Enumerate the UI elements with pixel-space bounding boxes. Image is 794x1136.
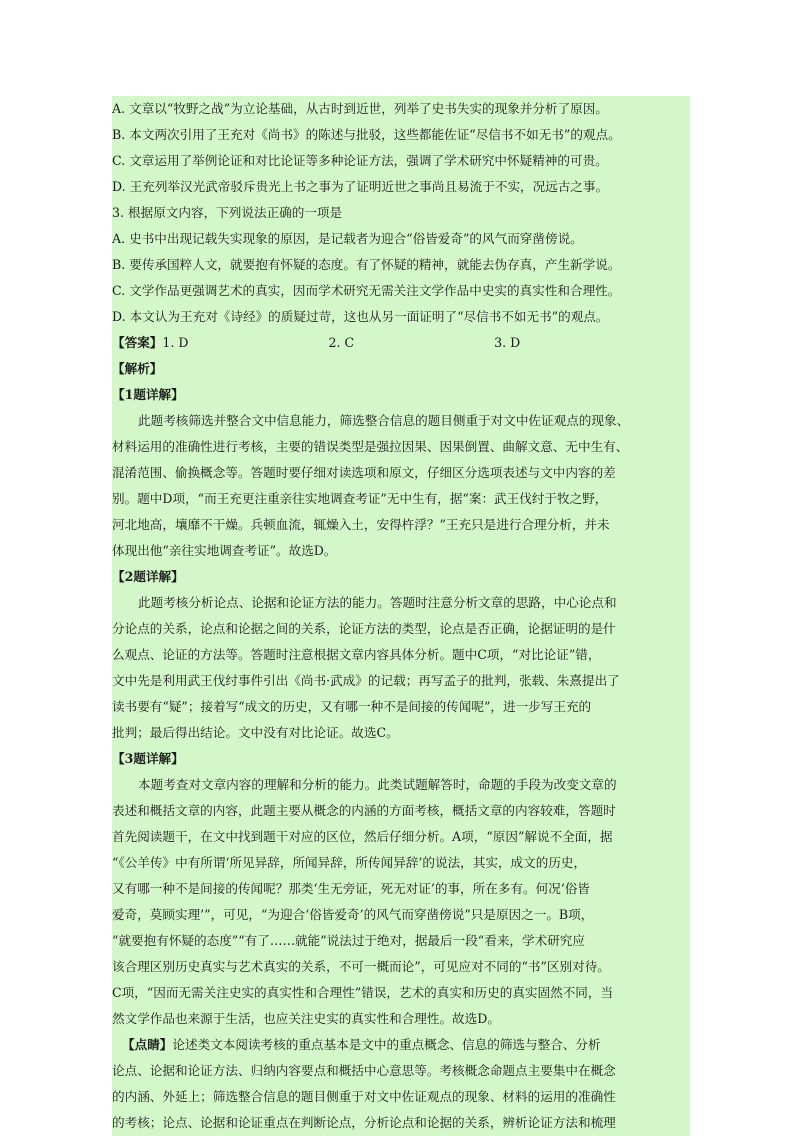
q1-heading: 【1题详解】 — [112, 387, 184, 402]
q1-line: 河北地高，壤靡不干燥。兵顿血流，辄燥入土，安得杵浮？”王充只是进行合理分析，并未 — [112, 517, 610, 532]
q1-explanation — [112, 408, 690, 564]
tip-line: 的内涵、外延上；筛选整合信息的题目侧重于对文中佐证观点的现象、材料的运用的准确性 — [112, 1089, 616, 1104]
tip-line: 的考核；论点、论据和论证重点在判断论点，分析论点和论据的关系，辨析论证方法和梳理 — [112, 1115, 616, 1130]
q3-line: 然文学作品也来源于生活，也应关注史实的真实性和合理性。故选D。 — [112, 1011, 500, 1026]
analysis-heading: 【解析】 — [112, 361, 163, 376]
document-body — [112, 96, 690, 1136]
q3-line: “《公羊传》中有所谓‘所见异辞，所闻异辞，所传闻异辞’的说法，其实，成文的历史， — [112, 855, 587, 870]
q1-line: 材料运用的准确性进行考核，主要的错误类型是强拉因果、因果倒置、曲解文意、无中生有、 — [112, 439, 629, 454]
option-q2-b: B. 本文两次引用了王充对《尚书》的陈述与批驳，这些都能佐证“尽信书不如无书”的观点。 — [112, 127, 621, 142]
q2-line: 读书要有“疑”；接着写“成文的历史，又有哪一种不是间接的传闻呢”，进一步写王充的 — [112, 699, 592, 714]
option-q3-c: C. 文学作品更强调艺术的真实，因而学术研究无需关注文学作品中史实的真实性和合理性。 — [112, 283, 621, 298]
option-q3-d: D. 本文认为王充对《诗经》的质疑过苛，这也从另一面证明了“尽信书不如无书”的观点。 — [112, 309, 609, 324]
question-3-stem: 3. 根据原文内容，下列说法正确的一项是 — [112, 205, 343, 220]
q1-line: 此题考核筛选并整合文中信息能力，筛选整合信息的题目侧重于对文中佐证观点的现象、 — [138, 413, 630, 428]
option-q2-c: C. 文章运用了举例论证和对比论证等多种论证方法，强调了学术研究中怀疑精神的可贵。 — [112, 153, 608, 168]
q3-line: 爱奇，莫顾实理’”，可见，“为迎合‘俗皆爱奇’的风气而穿凿傍说”只是原因之一。B项， — [112, 907, 594, 922]
tip-first-line — [112, 1032, 690, 1058]
q2-line: 么观点、论证的方法等。答题时注意根据文章内容具体分析。题中C项，“对比论证”错， — [112, 647, 601, 662]
q2-line: 文中先是利用武王伐纣事件引出《尚书·武成》的记载；再写孟子的批判，张载、朱熹提出了 — [112, 673, 620, 688]
option-q2-d: D. 王充列举汉光武帝驳斥贵光上书之事为了证明近世之事尚且易流于不实，况远古之事。 — [112, 179, 609, 194]
tip-text: 论述类文本阅读考核的重点基本是文中的重点概念、信息的筛选与整合、分析 — [172, 1037, 601, 1052]
q2-line: 此题考核分析论点、论据和论证方法的能力。答题时注意分析文章的思路，中心论点和 — [138, 595, 617, 610]
option-q3-b: B. 要传承国粹人文，就要抱有怀疑的态度。有了怀疑的精神，就能去伪存真，产生新学说。 — [112, 257, 621, 272]
tip-paragraph — [112, 1032, 690, 1136]
q2-line: 批判；最后得出结论。文中没有对比论证。故选C。 — [112, 725, 399, 740]
q3-line: 又有哪一种不是间接的传闻呢？那类‘生无旁证，死无对证’的事，所在多有。何况‘俗皆 — [112, 881, 590, 896]
q3-line: 首先阅读题干，在文中找到题干对应的区位，然后仔细分析。A项，“原因”解说不全面，据 — [112, 829, 613, 844]
q3-line: 该合理区别历史真实与艺术真实的关系，不可一概而论”，可见应对不同的“书”区别对待。 — [112, 959, 610, 974]
q2-heading: 【2题详解】 — [112, 569, 184, 584]
answer-1: 1. D — [162, 335, 189, 350]
answer-label: 【答案】 — [112, 335, 163, 350]
answer-2: 2. C — [328, 335, 355, 350]
q3-line: 表述和概括文章的内容，此题主要从概念的内涵的方面考核，概括文章的内容较难，答题时 — [112, 803, 616, 818]
q3-line: C项，“因而无需关注史实的真实性和合理性”错误，艺术的真实和历史的真实固然不同，当 — [112, 985, 614, 1000]
answer-3: 3. D — [494, 335, 521, 350]
answer-line — [112, 330, 690, 356]
q2-line: 分论点的关系，论点和论据之间的关系，论证方法的类型，论点是否正确，论据证明的是什 — [112, 621, 616, 636]
q2-explanation — [112, 590, 690, 746]
tip-line: 论点、论据和论证方法、归纳内容要点和概括中心意思等。考核概念命题点主要集中在概念 — [112, 1063, 616, 1078]
q3-explanation — [112, 772, 690, 1032]
q1-line: 别。题中D项，“而王充更注重亲往实地调查考证”无中生有，据“案：武王伐纣于牧之野， — [112, 491, 608, 506]
tip-label: 【点睛】 — [122, 1037, 173, 1052]
q1-line: 混淆范围、偷换概念等。答题时要仔细对读选项和原文，仔细区分选项表述与文中内容的差 — [112, 465, 616, 480]
q3-heading: 【3题详解】 — [112, 751, 184, 766]
q3-line: 本题考查对文章内容的理解和分析的能力。此类试题解答时，命题的手段为改变文章的 — [138, 777, 617, 792]
option-q2-a: A. 文章以“牧野之战”为立论基础，从古时到近世，列举了史书失实的现象并分析了原因。 — [112, 101, 608, 116]
option-q3-a: A. 史书中出现记载失实现象的原因，是记载者为迎合“俗皆爱奇”的风气而穿凿傍说。 — [112, 231, 583, 246]
q3-line: “就要抱有怀疑的态度”“有了……就能”说法过于绝对，据最后一段“看来，学术研究应 — [112, 933, 585, 948]
q1-line: 体现出他“亲往实地调查考证”。故选D。 — [112, 543, 337, 558]
